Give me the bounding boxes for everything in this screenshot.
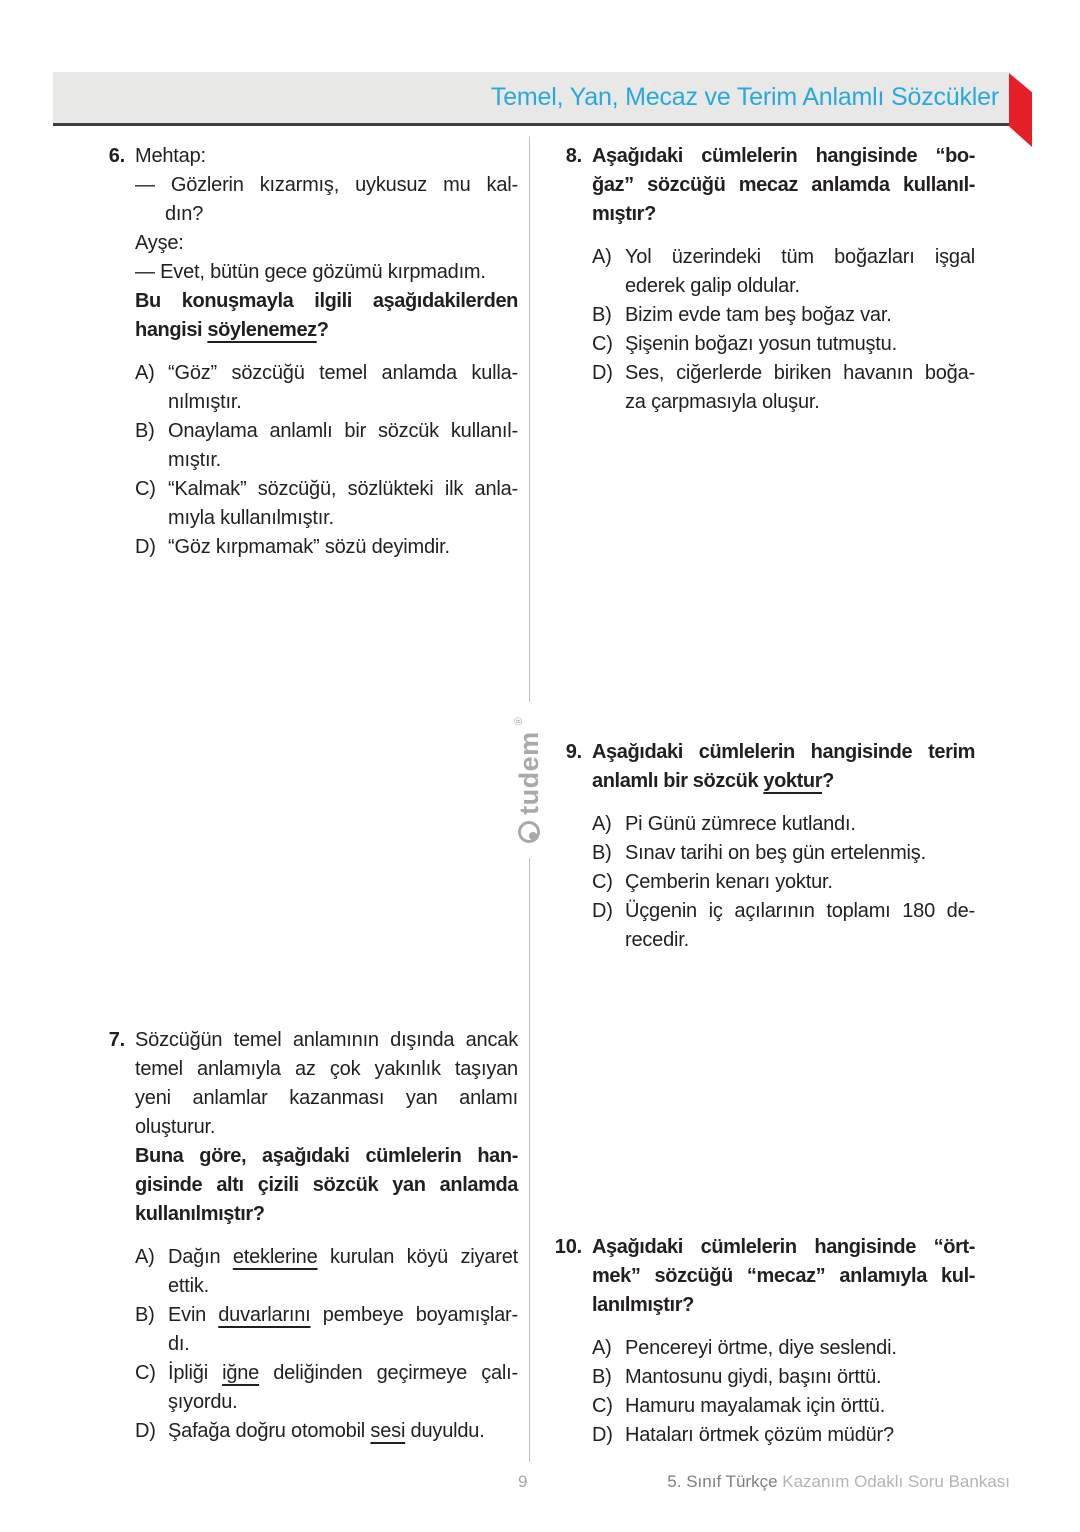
column-divider-top	[529, 137, 530, 702]
option-line: B) Bizim evde tam beş boğaz var.	[592, 301, 975, 330]
stem-line: yeni anlamlar kazanması yan anlamı	[135, 1087, 518, 1109]
stem-line: hangisi söylenemez?	[135, 319, 329, 341]
option-label: C)	[592, 1395, 613, 1417]
option-label: B)	[135, 1304, 155, 1326]
option-line: D) Ses, ciğerlerde biriken havanın boğa-	[592, 359, 975, 388]
stem-line: — Evet, bütün gece gözümü kırpmadım.	[135, 261, 486, 283]
option-line: ettik.	[168, 1275, 210, 1297]
question-8	[565, 142, 975, 417]
question-number: 6.	[108, 145, 125, 167]
stem-line: gisinde altı çizili sözcük yan anlamda	[135, 1174, 518, 1196]
stem-line: Bu konuşmayla ilgili aşağıdakilerden	[135, 290, 518, 312]
option-line: C) İpliği iğne deliğinden geçirmeye çalı-	[135, 1359, 518, 1388]
stem-line: — Gözlerin kızarmış, uykusuz mu kal-	[135, 174, 518, 196]
question-7	[108, 1026, 518, 1446]
option-line: nılmıştır.	[168, 391, 242, 413]
option-line: mıştır.	[168, 449, 222, 471]
option-line: C) Hamuru mayalamak için örttü.	[592, 1392, 975, 1421]
option-label: D)	[592, 1424, 613, 1446]
stem-line: mıştır?	[592, 203, 656, 225]
option-line: C) “Kalmak” sözcüğü, sözlükteki ilk anla-	[135, 475, 518, 504]
option-label: B)	[592, 842, 612, 864]
option-label: A)	[592, 813, 612, 835]
option-line: D) Hataları örtmek çözüm müdür?	[592, 1421, 975, 1450]
option-label: C)	[592, 333, 613, 355]
option-line: B) Evin duvarlarını pembeye boyamışlar-	[135, 1301, 518, 1330]
stem-line: Mehtap:	[135, 145, 206, 167]
option-label: A)	[592, 246, 612, 268]
column-divider-bottom	[529, 858, 530, 1462]
option-label: D)	[592, 362, 613, 384]
option-line: mıyla kullanılmıştır.	[168, 507, 334, 529]
corner-ribbon	[1009, 73, 1032, 147]
option-label: D)	[135, 536, 156, 558]
option-line: C) Çemberin kenarı yoktur.	[592, 868, 975, 897]
question-number: 10.	[554, 1236, 582, 1258]
option-line: A) Pencereyi örtme, diye seslendi.	[592, 1334, 975, 1363]
header-band	[53, 72, 1009, 123]
option-line: B) Mantosunu giydi, başını örttü.	[592, 1363, 975, 1392]
page-number: 9	[518, 1472, 528, 1491]
registered-mark: ®	[513, 717, 525, 726]
stem-line: Buna göre, aşağıdaki cümlelerin han-	[135, 1145, 518, 1167]
option-line: A) Yol üzerindeki tüm boğazları işgal	[592, 243, 975, 272]
stem-line: mek” sözcüğü “mecaz” anlamıyla kul-	[592, 1265, 975, 1287]
question-number: 7.	[108, 1029, 125, 1051]
option-line: şıyordu.	[168, 1391, 238, 1413]
stem-line: dın?	[165, 203, 204, 225]
stem-line: Aşağıdaki cümlelerin hangisinde terim	[592, 741, 975, 763]
option-label: B)	[592, 1366, 612, 1388]
option-line: C) Şişenin boğazı yosun tutmuştu.	[592, 330, 975, 359]
stem-line: Aşağıdaki cümlelerin hangisinde “ört-	[592, 1236, 975, 1258]
stem-line: temel anlamıyla az çok yakınlık taşıyan	[135, 1058, 518, 1080]
option-line: B) Onaylama anlamlı bir sözcük kullanıl-	[135, 417, 518, 446]
option-line: A) Dağın eteklerine kurulan köyü ziyaret	[135, 1243, 518, 1272]
stem-line: Sözcüğün temel anlamının dışında ancak	[135, 1029, 518, 1051]
option-line: recedir.	[625, 929, 689, 951]
question-6	[108, 142, 518, 562]
tudem-logo-icon	[518, 821, 540, 843]
option-label: A)	[135, 362, 155, 384]
option-label: A)	[135, 1246, 155, 1268]
option-line: B) Sınav tarihi on beş gün ertelenmiş.	[592, 839, 975, 868]
option-line: D) “Göz kırpmamak” sözü deyimdir.	[135, 533, 518, 562]
question-number: 8.	[565, 145, 582, 167]
publisher-name: tudem	[513, 731, 544, 815]
book-title: 5. Sınıf Türkçe Kazanım Odaklı Soru Bankası	[667, 1472, 1010, 1491]
option-line: A) “Göz” sözcüğü temel anlamda kulla-	[135, 359, 518, 388]
option-label: B)	[592, 304, 612, 326]
option-line: ederek galip oldular.	[625, 275, 800, 297]
stem-line: ğaz” sözcüğü mecaz anlamda kullanıl-	[592, 174, 975, 196]
stem-line: oluşturur.	[135, 1116, 216, 1138]
option-line: za çarpmasıyla oluşur.	[625, 391, 820, 413]
option-label: A)	[592, 1337, 612, 1359]
question-10	[554, 1233, 975, 1450]
stem-line: Ayşe:	[135, 232, 184, 254]
option-label: B)	[135, 420, 155, 442]
question-number: 9.	[565, 741, 582, 763]
stem-line: lanılmıştır?	[592, 1294, 694, 1316]
stem-line: Aşağıdaki cümlelerin hangisinde “bo-	[592, 145, 975, 167]
option-line: D) Üçgenin iç açılarının toplamı 180 de-	[592, 897, 975, 926]
option-label: D)	[592, 900, 613, 922]
option-label: D)	[135, 1420, 156, 1442]
option-line: dı.	[168, 1333, 190, 1355]
option-label: C)	[592, 871, 613, 893]
option-label: C)	[135, 1362, 156, 1384]
option-line: A) Pi Günü zümrece kutlandı.	[592, 810, 975, 839]
option-line: D) Şafağa doğru otomobil sesi duyuldu.	[135, 1417, 518, 1446]
page-title: Temel, Yan, Mecaz ve Terim Anlamlı Sözcükler	[490, 83, 999, 111]
book-title-emphasis: 5. Sınıf Türkçe	[667, 1472, 778, 1491]
header-underline	[53, 123, 1009, 126]
stem-line: kullanılmıştır?	[135, 1203, 265, 1225]
option-label: C)	[135, 478, 156, 500]
stem-line: anlamlı bir sözcük yoktur?	[592, 770, 834, 792]
question-9	[565, 738, 975, 955]
publisher-watermark	[511, 705, 547, 855]
